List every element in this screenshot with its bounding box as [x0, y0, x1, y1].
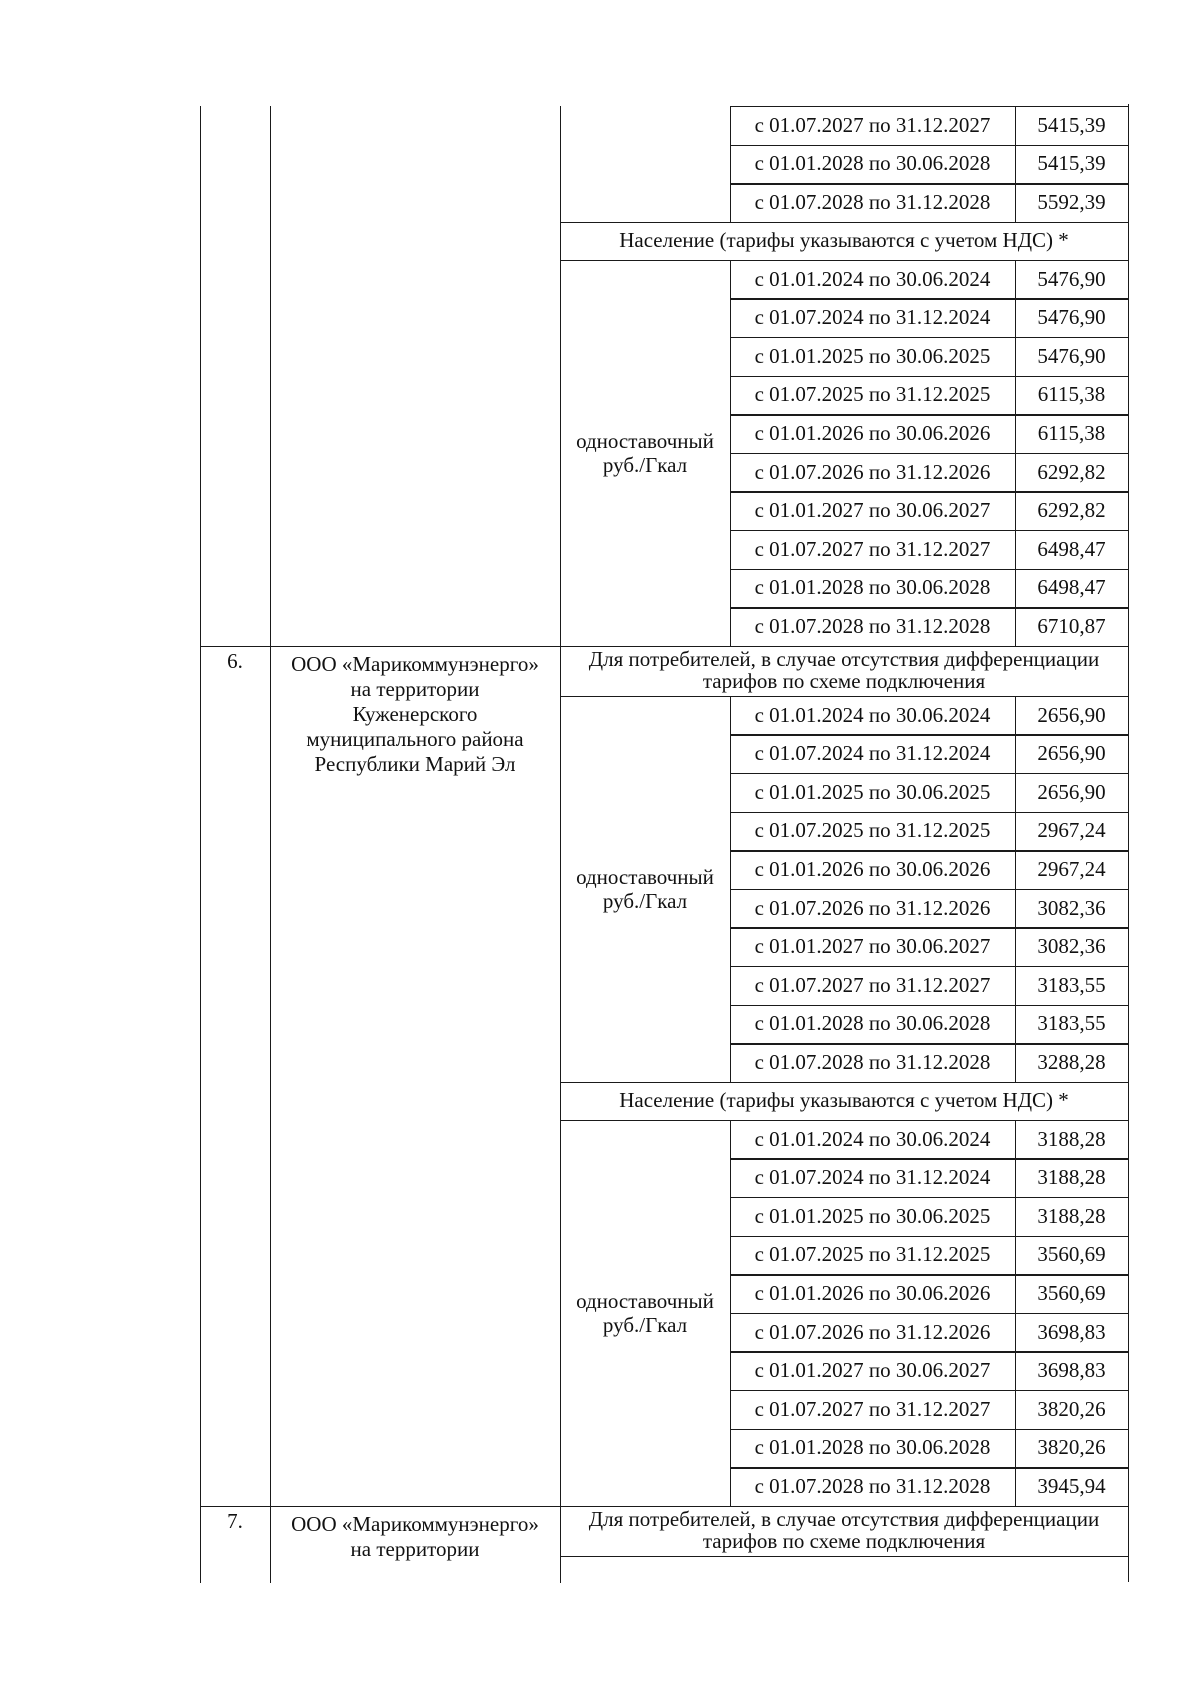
period-cell-text: с 01.01.2028 по 30.06.2028 — [754, 1011, 991, 1036]
period-cell — [730, 850, 1015, 889]
tariff-value-cell-text: 5415,39 — [1037, 151, 1106, 176]
tariff-value-cell — [1015, 569, 1128, 608]
tariff-value-cell-text: 6115,38 — [1037, 382, 1106, 407]
tariff-value-cell-text: 5476,90 — [1037, 305, 1106, 330]
entity-name-line: муниципального района — [306, 726, 524, 751]
tariff-value-cell — [1015, 1005, 1128, 1044]
tariff-value-cell-text: 3288,28 — [1037, 1049, 1106, 1074]
tariff-value-cell — [1015, 1236, 1128, 1275]
tariff-value-cell — [1015, 1274, 1128, 1313]
column-rule-value — [1015, 1120, 1016, 1506]
tariff-value-cell — [1015, 1390, 1128, 1429]
entity-number — [200, 648, 270, 676]
tariff-value-cell-text: 6498,47 — [1037, 575, 1106, 600]
tariff-value-cell — [1015, 1120, 1128, 1159]
tariff-value-cell-text: 3082,36 — [1037, 934, 1106, 959]
period-cell — [730, 260, 1015, 299]
period-cell — [730, 376, 1015, 415]
period-cell-text: с 01.01.2025 по 30.06.2025 — [754, 1203, 991, 1228]
section-header-text: Население (тарифы указываются с учетом НДС) * — [619, 1088, 1069, 1113]
column-rule-value — [1015, 106, 1016, 222]
tariff-value-cell — [1015, 376, 1128, 415]
rate-type-label — [560, 1289, 730, 1337]
entity-number-text: 7. — [227, 1509, 243, 1534]
period-cell — [730, 812, 1015, 851]
tariff-value-cell — [1015, 773, 1128, 812]
period-cell — [730, 1390, 1015, 1429]
tariff-value-cell-text: 5476,90 — [1037, 266, 1106, 291]
rate-type-label-line: руб./Гкал — [602, 888, 688, 913]
period-cell-text: с 01.07.2027 по 31.12.2027 — [754, 536, 991, 561]
period-cell-text: с 01.07.2028 по 31.12.2028 — [754, 1473, 991, 1498]
period-cell — [730, 1351, 1015, 1390]
period-cell — [730, 491, 1015, 530]
period-cell-text: с 01.01.2025 по 30.06.2025 — [754, 779, 991, 804]
entity-name-line: ООО «Марикоммунэнерго» — [291, 1511, 539, 1536]
rate-type-label — [560, 865, 730, 913]
period-cell-text: с 01.07.2024 по 31.12.2024 — [754, 1165, 991, 1190]
tariff-value-cell — [1015, 812, 1128, 851]
period-cell-text: с 01.07.2024 по 31.12.2024 — [754, 305, 991, 330]
period-cell — [730, 1005, 1015, 1044]
period-cell-text: с 01.01.2027 по 30.06.2027 — [754, 1358, 991, 1383]
period-cell-text: с 01.07.2026 по 31.12.2026 — [754, 895, 991, 920]
tariff-value-cell-text: 3945,94 — [1037, 1473, 1106, 1498]
tariff-value-cell — [1015, 1313, 1128, 1352]
period-cell-text: с 01.07.2027 по 31.12.2027 — [754, 1396, 991, 1421]
tariff-value-cell — [1015, 1351, 1128, 1390]
period-cell — [730, 1429, 1015, 1468]
tariff-value-cell-text: 6710,87 — [1037, 613, 1106, 638]
tariff-value-cell — [1015, 1043, 1128, 1082]
tariff-value-cell-text: 3082,36 — [1037, 895, 1106, 920]
rate-type-label-line: руб./Гкал — [602, 1312, 688, 1337]
period-cell — [730, 773, 1015, 812]
rate-type-label-line: руб./Гкал — [602, 452, 688, 477]
tariff-value-cell — [1015, 889, 1128, 928]
period-cell-text: с 01.07.2025 по 31.12.2025 — [754, 818, 991, 843]
section-header-line: Для потребителей, в случае отсутствия дифференциации — [588, 1506, 1100, 1531]
tariff-value-cell-text: 3188,28 — [1037, 1126, 1106, 1151]
column-rule-period — [730, 106, 731, 222]
column-rule-period — [730, 1120, 731, 1506]
column-rule-period — [730, 260, 731, 646]
tariff-value-cell — [1015, 1158, 1128, 1197]
period-cell — [730, 1158, 1015, 1197]
period-cell-text: с 01.01.2028 по 30.06.2028 — [754, 575, 991, 600]
tariff-value-cell — [1015, 607, 1128, 646]
tariff-value-cell-text: 3188,28 — [1037, 1165, 1106, 1190]
tariff-value-cell-text: 3698,83 — [1037, 1319, 1106, 1344]
tariff-value-cell — [1015, 260, 1128, 299]
tariff-value-cell-text: 2656,90 — [1037, 702, 1106, 727]
tariff-value-cell-text: 3183,55 — [1037, 1011, 1106, 1036]
tariff-value-cell — [1015, 491, 1128, 530]
period-cell-text: с 01.01.2024 по 30.06.2024 — [754, 1126, 991, 1151]
period-cell-text: с 01.01.2024 по 30.06.2024 — [754, 266, 991, 291]
entity-name-line: ООО «Марикоммунэнерго» — [291, 651, 539, 676]
column-rule-period — [730, 696, 731, 1082]
column-rule-name — [270, 106, 271, 1583]
column-rule-right — [1128, 104, 1129, 1582]
period-cell-text: с 01.07.2028 по 31.12.2028 — [754, 189, 991, 214]
entity-name-line: на территории — [350, 1536, 480, 1561]
tariff-value-cell-text: 3698,83 — [1037, 1358, 1106, 1383]
period-cell-text: с 01.07.2027 по 31.12.2027 — [754, 972, 991, 997]
period-cell — [730, 1467, 1015, 1506]
tariff-value-cell-text: 2967,24 — [1037, 856, 1106, 881]
period-cell — [730, 453, 1015, 492]
section-header-line: Для потребителей, в случае отсутствия дифференциации — [588, 646, 1100, 671]
tariff-value-cell-text: 5592,39 — [1037, 189, 1106, 214]
entity-name-line: на территории — [350, 676, 480, 701]
period-cell — [730, 1236, 1015, 1275]
tariff-value-cell-text: 3820,26 — [1037, 1396, 1106, 1421]
period-cell-text: с 01.01.2028 по 30.06.2028 — [754, 1435, 991, 1460]
tariff-value-cell — [1015, 106, 1128, 145]
tariff-value-cell-text: 5476,90 — [1037, 343, 1106, 368]
period-cell — [730, 696, 1015, 735]
tariff-value-cell — [1015, 1197, 1128, 1236]
tariff-value-cell — [1015, 183, 1128, 222]
period-cell — [730, 530, 1015, 569]
column-rule-value — [1015, 260, 1016, 646]
period-cell — [730, 414, 1015, 453]
entity-name — [270, 652, 560, 777]
section-header — [560, 1508, 1128, 1552]
column-rule-rate — [560, 106, 561, 1583]
period-cell — [730, 734, 1015, 773]
section-header — [560, 1082, 1128, 1120]
tariff-value-cell — [1015, 414, 1128, 453]
period-cell-text: с 01.01.2025 по 30.06.2025 — [754, 343, 991, 368]
period-cell — [730, 183, 1015, 222]
section-header-line: тарифов по схеме подключения — [702, 668, 986, 693]
period-cell-text: с 01.07.2025 по 31.12.2025 — [754, 382, 991, 407]
period-cell — [730, 889, 1015, 928]
rate-type-label-line: одноставочный — [576, 1288, 714, 1313]
column-rule-value — [1015, 696, 1016, 1082]
tariff-value-cell-text: 6498,47 — [1037, 536, 1106, 561]
tariff-value-cell-text: 3188,28 — [1037, 1203, 1106, 1228]
period-cell — [730, 298, 1015, 337]
period-cell-text: с 01.01.2026 по 30.06.2026 — [754, 856, 991, 881]
tariff-value-cell-text: 3560,69 — [1037, 1280, 1106, 1305]
period-cell-text: с 01.01.2024 по 30.06.2024 — [754, 702, 991, 727]
period-cell-text: с 01.01.2027 по 30.06.2027 — [754, 498, 991, 523]
tariff-value-cell-text: 3820,26 — [1037, 1435, 1106, 1460]
period-cell — [730, 1313, 1015, 1352]
section-rule — [560, 1556, 1129, 1557]
tariff-value-cell — [1015, 453, 1128, 492]
period-cell-text: с 01.07.2024 по 31.12.2024 — [754, 741, 991, 766]
tariff-value-cell-text: 2967,24 — [1037, 818, 1106, 843]
section-header-text: Население (тарифы указываются с учетом НДС) * — [619, 228, 1069, 253]
tariff-value-cell — [1015, 734, 1128, 773]
period-cell-text: с 01.07.2025 по 31.12.2025 — [754, 1242, 991, 1267]
period-cell-text: с 01.07.2028 по 31.12.2028 — [754, 613, 991, 638]
period-cell — [730, 337, 1015, 376]
tariff-value-cell — [1015, 1429, 1128, 1468]
column-rule-number — [200, 106, 201, 1583]
entity-name-line: Куженерского — [352, 701, 478, 726]
period-cell — [730, 1274, 1015, 1313]
tariff-value-cell-text: 6292,82 — [1037, 459, 1106, 484]
period-cell — [730, 927, 1015, 966]
rate-type-label-line: одноставочный — [576, 864, 714, 889]
tariff-value-cell-text: 3183,55 — [1037, 972, 1106, 997]
period-cell-text: с 01.01.2027 по 30.06.2027 — [754, 934, 991, 959]
period-cell-text: с 01.07.2028 по 31.12.2028 — [754, 1049, 991, 1074]
tariff-value-cell — [1015, 966, 1128, 1005]
tariff-value-cell — [1015, 145, 1128, 184]
tariff-value-cell-text: 2656,90 — [1037, 741, 1106, 766]
entity-number-text: 6. — [227, 649, 243, 674]
tariff-value-cell-text: 2656,90 — [1037, 779, 1106, 804]
tariff-value-cell-text: 6115,38 — [1037, 420, 1106, 445]
section-header-line: тарифов по схеме подключения — [702, 1528, 986, 1553]
tariff-value-cell — [1015, 850, 1128, 889]
tariff-value-cell — [1015, 337, 1128, 376]
section-header — [560, 648, 1128, 692]
tariff-value-cell — [1015, 298, 1128, 337]
section-header — [560, 222, 1128, 260]
period-cell-text: с 01.01.2028 по 30.06.2028 — [754, 151, 991, 176]
period-cell — [730, 106, 1015, 145]
tariff-value-cell — [1015, 1467, 1128, 1506]
tariff-value-cell — [1015, 696, 1128, 735]
period-cell-text: с 01.01.2026 по 30.06.2026 — [754, 1280, 991, 1305]
period-cell — [730, 1043, 1015, 1082]
period-cell — [730, 607, 1015, 646]
tariff-value-cell-text: 5415,39 — [1037, 112, 1106, 137]
period-cell-text: с 01.07.2026 по 31.12.2026 — [754, 459, 991, 484]
period-cell — [730, 569, 1015, 608]
period-cell — [730, 966, 1015, 1005]
tariff-value-cell — [1015, 530, 1128, 569]
tariff-value-cell-text: 3560,69 — [1037, 1242, 1106, 1267]
tariff-value-cell-text: 6292,82 — [1037, 498, 1106, 523]
rate-type-label-line: одноставочный — [576, 428, 714, 453]
entity-name — [270, 1512, 560, 1562]
period-cell — [730, 145, 1015, 184]
period-cell — [730, 1120, 1015, 1159]
rate-type-label — [560, 429, 730, 477]
entity-name-line: Республики Марий Эл — [314, 751, 516, 776]
entity-number — [200, 1508, 270, 1536]
period-cell-text: с 01.07.2026 по 31.12.2026 — [754, 1319, 991, 1344]
period-cell-text: с 01.07.2027 по 31.12.2027 — [754, 112, 991, 137]
tariff-value-cell — [1015, 927, 1128, 966]
period-cell-text: с 01.01.2026 по 30.06.2026 — [754, 420, 991, 445]
period-cell — [730, 1197, 1015, 1236]
